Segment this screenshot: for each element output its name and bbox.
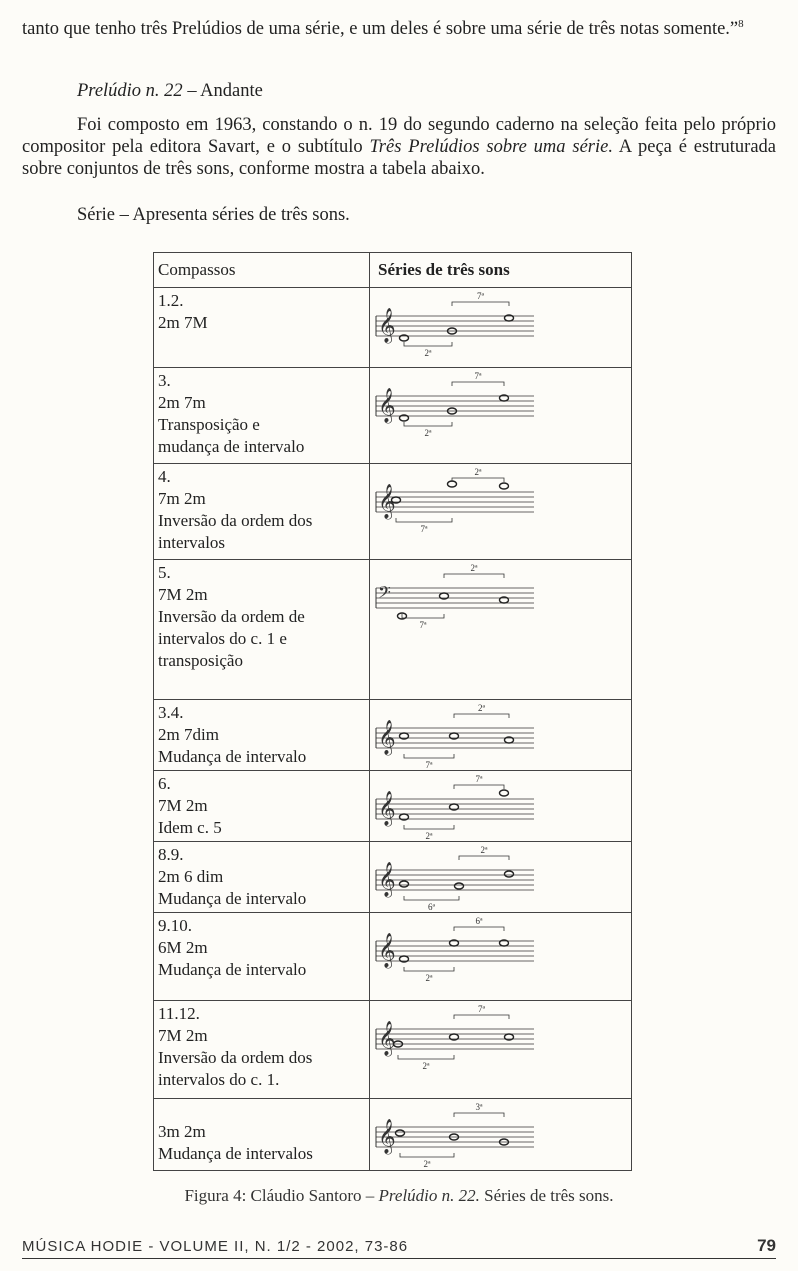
interval-bracket [454, 1102, 504, 1117]
compassos-line: 5. [158, 563, 171, 582]
music-staff [374, 700, 544, 770]
compassos-line: Mudança de intervalos [158, 1144, 313, 1163]
page-number: 79 [757, 1236, 776, 1255]
interval-bracket [454, 916, 504, 931]
bass-clef-icon: 𝄢 [378, 582, 391, 606]
interval-label: 7ª [477, 291, 484, 301]
table-row [154, 700, 632, 771]
compassos-cell [154, 368, 370, 464]
interval-label: 2ª [480, 845, 488, 855]
compassos-line: intervalos do c. 1. [158, 1070, 280, 1089]
note-head [455, 883, 464, 889]
series-notation-cell [370, 1099, 632, 1171]
section-heading [22, 80, 776, 102]
interval-bracket [400, 1153, 454, 1169]
interval-label: 2ª [422, 1061, 430, 1071]
series-notation-cell [370, 288, 632, 368]
table-row [154, 288, 632, 368]
compassos-cell [154, 464, 370, 560]
interval-bracket [452, 371, 504, 386]
compassos-line: Mudança de intervalo [158, 747, 307, 766]
interval-label: 2ª [423, 1159, 431, 1169]
compassos-line: 3. [158, 371, 171, 390]
compassos-line: Transposição e [158, 415, 260, 434]
interval-bracket [404, 422, 452, 438]
compassos-line: transposição [158, 651, 243, 670]
interval-bracket [404, 825, 454, 841]
treble-clef-icon: 𝄞 [378, 1119, 396, 1154]
table-row [154, 771, 632, 842]
compassos-line: mudança de intervalo [158, 437, 305, 456]
footnote-marker: 8 [738, 17, 744, 30]
music-staff [374, 842, 544, 912]
interval-bracket [404, 342, 452, 358]
interval-label: 2ª [425, 973, 433, 983]
interval-label: 2ª [424, 348, 432, 358]
compassos-line: 1.2. [158, 291, 184, 310]
interval-label: 7ª [474, 371, 482, 381]
compassos-line: Inversão da ordem de [158, 607, 305, 626]
interval-bracket [404, 967, 454, 983]
interval-label: 7ª [478, 1004, 485, 1014]
interval-bracket [454, 774, 504, 789]
journal-footer: MÚSICA HODIE - VOLUME II, N. 1/2 - 2002, 73-86 [22, 1238, 409, 1255]
interval-bracket [452, 291, 509, 306]
footer-divider [22, 1258, 776, 1259]
tempo-marking: – Andante [182, 81, 263, 101]
compassos-line: Inversão da ordem dos [158, 1048, 313, 1067]
music-staff [374, 368, 544, 438]
interval-label: 7ª [420, 524, 428, 534]
compassos-cell [154, 913, 370, 1001]
interval-bracket [444, 563, 504, 578]
prelude-title: Prelúdio n. 22 [77, 81, 183, 101]
music-staff [374, 288, 544, 358]
quote-text: tanto que tenho três Prelúdios de uma série, e um deles é sobre uma série de três notas somente.” [22, 19, 739, 39]
note-head [500, 790, 509, 796]
note-head [500, 483, 509, 489]
treble-clef-icon: 𝄞 [378, 720, 396, 755]
series-notation-cell [370, 464, 632, 560]
music-staff [374, 560, 544, 630]
table-row [154, 842, 632, 913]
series-notation-cell [370, 368, 632, 464]
treble-clef-icon: 𝄞 [378, 308, 396, 343]
interval-label: 2ª [470, 563, 478, 573]
note-head [505, 871, 514, 877]
compassos-line: 4. [158, 467, 171, 486]
interval-label: 3ª [475, 1102, 483, 1112]
compassos-line: 2m 7m [158, 393, 206, 412]
compassos-line: 7M 2m [158, 1026, 208, 1045]
compassos-line: 6. [158, 774, 171, 793]
music-staff [374, 464, 544, 534]
compassos-line: 7m 2m [158, 489, 206, 508]
music-staff [374, 1001, 544, 1071]
interval-label: 7ª [419, 620, 427, 630]
music-staff [374, 771, 544, 841]
serie-paragraph: Série – Apresenta séries de três sons. [77, 205, 350, 225]
compassos-line: 7M 2m [158, 585, 208, 604]
series-table [153, 252, 632, 1171]
header-series: Séries de três sons [370, 253, 632, 288]
compassos-cell [154, 560, 370, 700]
interval-label: 6ª [475, 916, 483, 926]
interval-bracket [404, 754, 454, 770]
interval-bracket [454, 1004, 509, 1019]
treble-clef-icon: 𝄞 [378, 791, 396, 826]
interval-label: 7ª [475, 774, 483, 784]
series-notation-cell [370, 560, 632, 700]
interval-bracket [404, 896, 459, 912]
interval-bracket [398, 1055, 454, 1071]
compassos-line: Mudança de intervalo [158, 960, 307, 979]
compassos-line: 7M 2m [158, 796, 208, 815]
figure-caption: Figura 4: Cláudio Santoro – Prelúdio n. 22. Séries de três sons. [184, 1186, 614, 1205]
treble-clef-icon: 𝄞 [378, 484, 396, 519]
compassos-line: 2m 7dim [158, 725, 219, 744]
interval-label: 2ª [478, 703, 485, 713]
music-staff [374, 913, 544, 983]
compassos-line: Inversão da ordem dos [158, 511, 313, 530]
continuation-paragraph [22, 18, 776, 40]
compassos-line: Mudança de intervalo [158, 889, 307, 908]
interval-label: 6ª [428, 902, 435, 912]
compassos-cell [154, 1001, 370, 1099]
compassos-line: 6M 2m [158, 938, 208, 957]
compassos-cell [154, 700, 370, 771]
series-notation-cell [370, 771, 632, 842]
table-row [154, 1001, 632, 1099]
treble-clef-icon: 𝄞 [378, 862, 396, 897]
table-row [154, 1099, 632, 1171]
table-row [154, 464, 632, 560]
description-paragraph: Foi composto em 1963, constando o n. 19 do segundo caderno na seleção feita pelo próprio compositor pela editora Savart, e o subtítulo Três Prelúdios sobre uma série. A peça é estruturada sobre conjuntos de três sons, conforme mostra a tabela abaixo. [22, 115, 776, 179]
interval-bracket [452, 467, 504, 482]
compassos-cell [154, 842, 370, 913]
treble-clef-icon: 𝄞 [378, 933, 396, 968]
interval-label: 2ª [425, 831, 433, 841]
compassos-cell [154, 771, 370, 842]
interval-label: 2ª [474, 467, 482, 477]
table-row [154, 913, 632, 1001]
interval-label: 2ª [424, 428, 432, 438]
interval-bracket [454, 703, 509, 718]
compassos-line: 9.10. [158, 916, 192, 935]
caption-title: Prelúdio n. 22. [378, 1186, 480, 1205]
compassos-line: 8.9. [158, 845, 184, 864]
series-notation-cell [370, 1001, 632, 1099]
music-staff [374, 1099, 544, 1169]
table-header-row [154, 253, 632, 288]
interval-bracket [459, 845, 509, 860]
compassos-line: intervalos [158, 533, 226, 552]
compassos-line: 11.12. [158, 1004, 200, 1023]
note-head [400, 881, 409, 887]
compassos-line: intervalos do c. 1 e [158, 629, 287, 648]
treble-clef-icon: 𝄞 [378, 1021, 396, 1056]
compassos-line: 3.4. [158, 703, 184, 722]
compassos-line: 2m 6 dim [158, 867, 224, 886]
compassos-line: Idem c. 5 [158, 818, 222, 837]
table-row [154, 368, 632, 464]
series-notation-cell [370, 700, 632, 771]
series-notation-cell [370, 913, 632, 1001]
series-notation-cell [370, 842, 632, 913]
compassos-line: 3m 2m [158, 1122, 206, 1141]
interval-bracket [396, 518, 452, 534]
compassos-line: 2m 7M [158, 313, 208, 332]
table-row [154, 560, 632, 700]
header-compassos: Compassos [154, 253, 370, 288]
compassos-cell [154, 288, 370, 368]
note-head [396, 1130, 405, 1136]
interval-bracket [402, 614, 444, 630]
interval-label: 7ª [425, 760, 433, 770]
subtitle-italic: Três Prelúdios sobre uma série. [369, 137, 613, 157]
treble-clef-icon: 𝄞 [378, 388, 396, 423]
compassos-cell [154, 1099, 370, 1171]
